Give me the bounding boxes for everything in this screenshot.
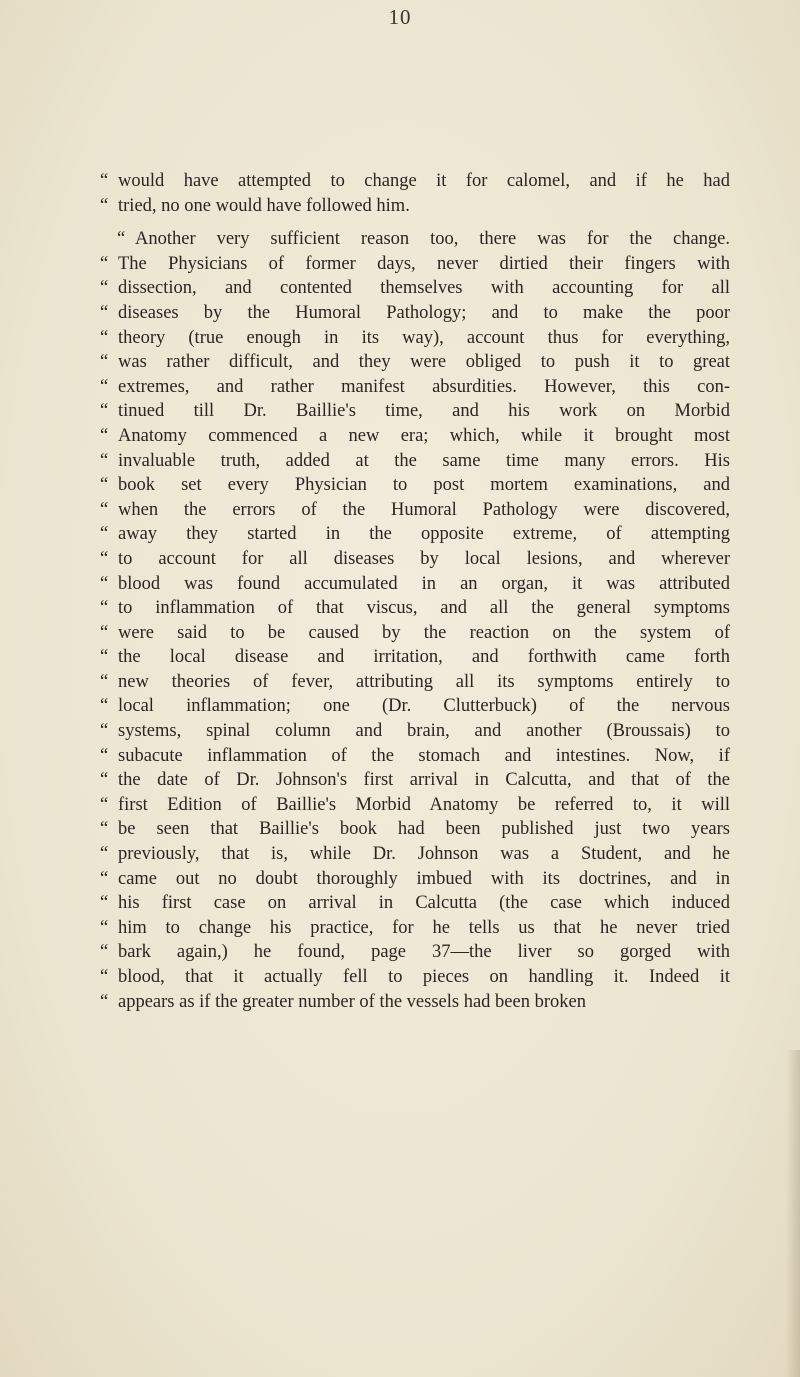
line-text: the local disease and irritation, and forthwith came forth [118,647,730,668]
quotation-mark: “ [100,844,109,865]
text-line [100,350,730,375]
line-text: blood, that it actually fell to pieces on handling it. Indeed it [118,967,730,987]
line-text: appears as if the greater number of the vessels had been broken [118,991,586,1012]
quotation-mark: “ [100,991,109,1012]
line-text: previously, that is, while Dr. Johnson was a Student, and he [118,844,730,865]
quotation-mark: “ [100,893,109,914]
line-text: blood was found accumulated in an organ, it was attributed [118,573,730,594]
text-line [100,768,730,793]
text-line [100,227,730,252]
text-line [100,326,730,351]
quotation-mark: “ [100,721,109,742]
quotation-mark: “ [100,917,109,938]
text-line [100,596,730,621]
quotation-mark: “ [100,794,109,815]
body-text [100,169,730,1014]
line-text: his first case on arrival in Calcutta (the case which induced [118,893,730,914]
line-text: extremes, and rather manifest absurdities. However, this con- [118,376,730,397]
text-line [100,670,730,695]
text-line [100,473,730,498]
quotation-mark: “ [100,450,109,471]
text-line [100,252,730,277]
text-line [100,842,730,867]
line-text: away they started in the opposite extreme, of attempting [118,524,730,545]
quotation-mark: “ [100,819,109,840]
line-text: first Edition of Baillie's Morbid Anatomy be referred to, it will [118,794,730,815]
line-text: The Physicians of former days, never dirtied their fingers with [118,253,730,274]
text-line [100,793,730,818]
text-line [100,424,730,449]
text-line [100,276,730,301]
page-edge-shading [786,1050,800,1377]
quotation-mark: “ [100,475,109,496]
quotation-mark: “ [100,647,109,668]
line-text: subacute inflammation of the stomach and intestines. Now, if [118,745,730,766]
text-line [100,301,730,326]
quotation-mark: “ [100,548,109,569]
paragraph [100,227,730,1014]
line-text: tried, no one would have followed him. [118,195,410,216]
text-line [100,916,730,941]
line-text: be seen that Baillie's book had been published just two years [118,819,730,840]
text-line [100,817,730,842]
quotation-mark: “ [100,573,109,594]
line-text: local inflammation; one (Dr. Clutterbuck) of the nervous [118,696,730,717]
line-text: came out no doubt thoroughly imbued with its doctrines, and in [118,868,730,889]
line-text: would have attempted to change it for calomel, and if he had [118,171,730,191]
line-text: was rather difficult, and they were obliged to push it to great [118,352,730,373]
quotation-mark: “ [100,278,109,299]
line-text: theory (true enough in its way), account thus for everything, [118,327,730,348]
text-line [100,194,730,219]
line-text: to inflammation of that viscus, and all the general symptoms [118,598,730,619]
line-text: bark again,) he found, page 37—the liver so gorged with [118,942,730,963]
text-line [100,940,730,965]
quotation-mark: “ [100,696,109,717]
quotation-mark: “ [100,967,109,987]
text-line [100,867,730,892]
line-text: when the errors of the Humoral Pathology were discovered, [118,499,730,520]
quotation-mark: “ [100,327,109,348]
text-line [100,572,730,597]
page-number: 10 [388,5,412,29]
quotation-mark: “ [100,671,109,692]
quotation-mark: “ [100,499,109,520]
line-text: tinued till Dr. Baillie's time, and his work on Morbid [118,401,730,422]
quotation-mark: “ [100,352,109,373]
text-line [100,621,730,646]
line-text: Anatomy commenced a new era; which, while it brought most [118,425,730,446]
text-line [100,990,730,1015]
quotation-mark: “ [100,598,109,619]
quotation-mark: “ [100,868,109,889]
text-line [100,744,730,769]
line-text: diseases by the Humoral Pathology; and to make the poor [118,302,730,323]
text-line [100,719,730,744]
quotation-mark: “ [117,229,126,250]
text-line [100,449,730,474]
text-line [100,399,730,424]
quotation-mark: “ [100,195,109,216]
line-text: to account for all diseases by local lesions, and wherever [118,548,730,569]
text-line [100,498,730,523]
text-line [100,169,730,194]
text-line [100,522,730,547]
text-line [100,645,730,670]
quotation-mark: “ [100,171,109,191]
quotation-mark: “ [100,401,109,422]
line-text: him to change his practice, for he tells us that he never tried [118,917,730,938]
paragraph [100,169,730,218]
quotation-mark: “ [100,524,109,545]
line-text: systems, spinal column and brain, and another (Broussais) to [118,721,730,742]
quotation-mark: “ [100,253,109,274]
text-line [100,965,730,990]
text-line [100,547,730,572]
line-text: book set every Physician to post mortem examinations, and [118,475,730,496]
line-text: Another very sufficient reason too, there was for the change. [135,229,730,250]
line-text: the date of Dr. Johnson's first arrival in Calcutta, and that of the [118,770,730,791]
quotation-mark: “ [100,942,109,963]
quotation-mark: “ [100,745,109,766]
line-text: were said to be caused by the reaction on the system of [118,622,730,643]
quotation-mark: “ [100,622,109,643]
text-line [100,891,730,916]
text-line [100,694,730,719]
line-text: invaluable truth, added at the same time many errors. His [118,450,730,471]
quotation-mark: “ [100,425,109,446]
quotation-mark: “ [100,770,109,791]
quotation-mark: “ [100,302,109,323]
text-line [100,375,730,400]
line-text: new theories of fever, attributing all its symptoms entirely to [118,671,730,692]
quotation-mark: “ [100,376,109,397]
line-text: dissection, and contented themselves with accounting for all [118,278,730,299]
